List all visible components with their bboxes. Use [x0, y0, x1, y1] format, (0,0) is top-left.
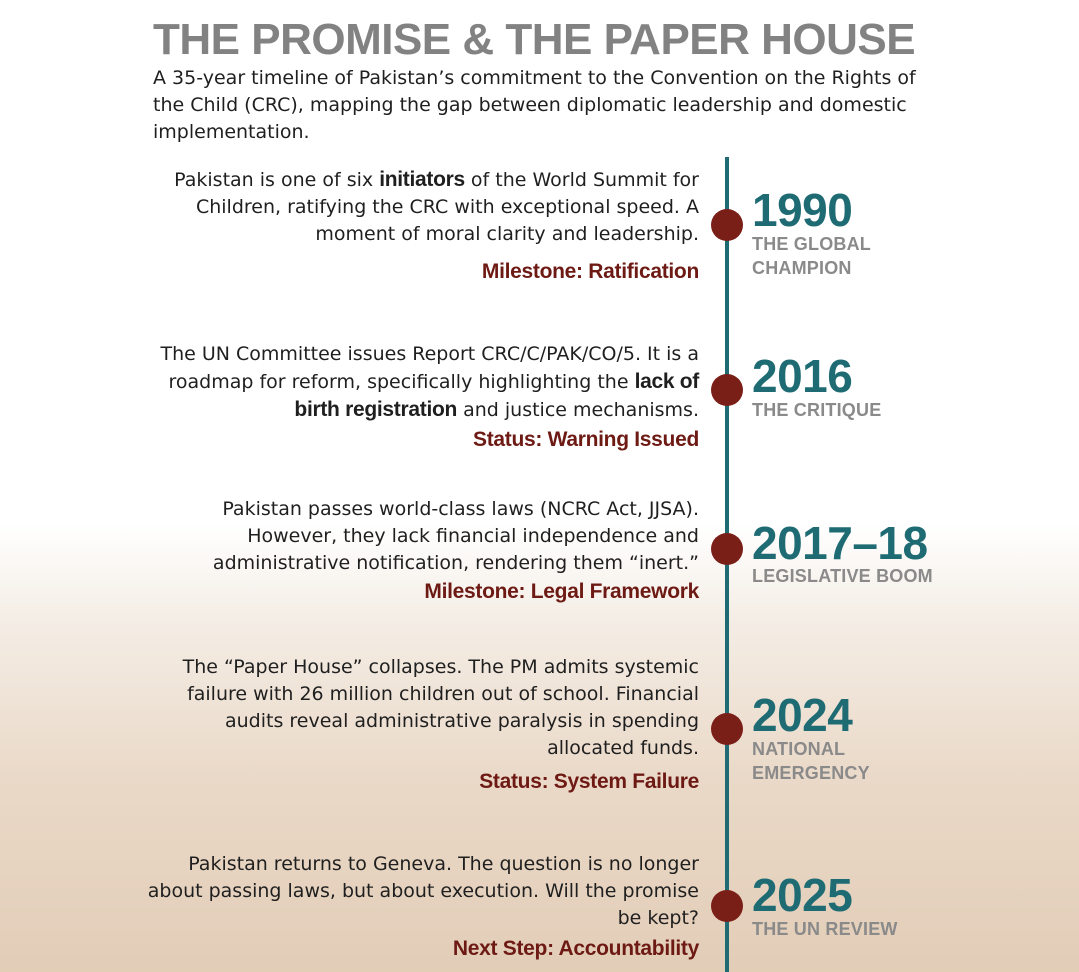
- event-text: Pakistan returns to Geneva. The question is no longer about passing laws, but about execution. Will the promise be kept?: [147, 853, 699, 929]
- event-status: Status: System Failure: [479, 770, 699, 793]
- event-text: Pakistan is one of six: [174, 169, 380, 191]
- event-era: THE CRITIQUE: [752, 400, 882, 420]
- event-description: [124, 341, 699, 424]
- event-status: Milestone: Ratification: [481, 260, 699, 283]
- event-era: LEGISLATIVE BOOM: [752, 566, 933, 586]
- event-text: and justice mechanisms.: [457, 399, 699, 421]
- event-description: [139, 851, 699, 932]
- page-subtitle: A 35-year timeline of Pakistan’s commitment to the Convention on the Rights of the Child (CRC), mapping the gap between diplomatic leadership and domestic implementation.: [153, 67, 916, 143]
- page-title: THE PROMISE & THE PAPER HOUSE: [153, 15, 916, 64]
- timeline-dot: [711, 374, 743, 406]
- event-era: NATIONAL EMERGENCY: [752, 739, 870, 783]
- timeline-dot: [711, 209, 743, 241]
- event-description: [169, 496, 699, 577]
- event-year: 2016: [752, 350, 853, 402]
- timeline-dot: [711, 890, 743, 922]
- event-text: The UN Committee issues Report CRC/C/PAK/CO/5. It is a roadmap for reform, specifically highlighting the: [160, 343, 699, 393]
- event-status: Status: Warning Issued: [473, 428, 699, 451]
- event-year: 2025: [752, 869, 853, 921]
- event-text: The “Paper House” collapses. The PM admits systemic failure with 26 million children out of school. Financial audits reveal administrative paralysis in spending allocated funds.: [182, 656, 699, 759]
- event-text: of the World Summit for Children, ratifying the CRC with exceptional speed. A moment of moral clarity and leadership.: [195, 169, 699, 245]
- event-text-emphasis: lack of birth registration: [294, 370, 699, 421]
- timeline-dot: [711, 533, 743, 565]
- event-description: [139, 166, 699, 248]
- event-status: Next Step: Accountability: [452, 937, 699, 960]
- timeline-dot: [711, 713, 743, 745]
- event-status: Milestone: Legal Framework: [424, 580, 699, 603]
- event-text-emphasis: initiators: [379, 168, 465, 191]
- event-year: 2017–18: [752, 517, 928, 569]
- event-year: 1990: [752, 184, 853, 236]
- event-year: 2024: [752, 689, 853, 741]
- event-era: THE UN REVIEW: [752, 919, 898, 939]
- event-description: [139, 654, 699, 762]
- event-era: THE GLOBAL CHAMPION: [752, 234, 871, 278]
- event-text: Pakistan passes world-class laws (NCRC Act, JJSA). However, they lack financial independence and administrative notification, rendering them “inert.”: [212, 498, 699, 574]
